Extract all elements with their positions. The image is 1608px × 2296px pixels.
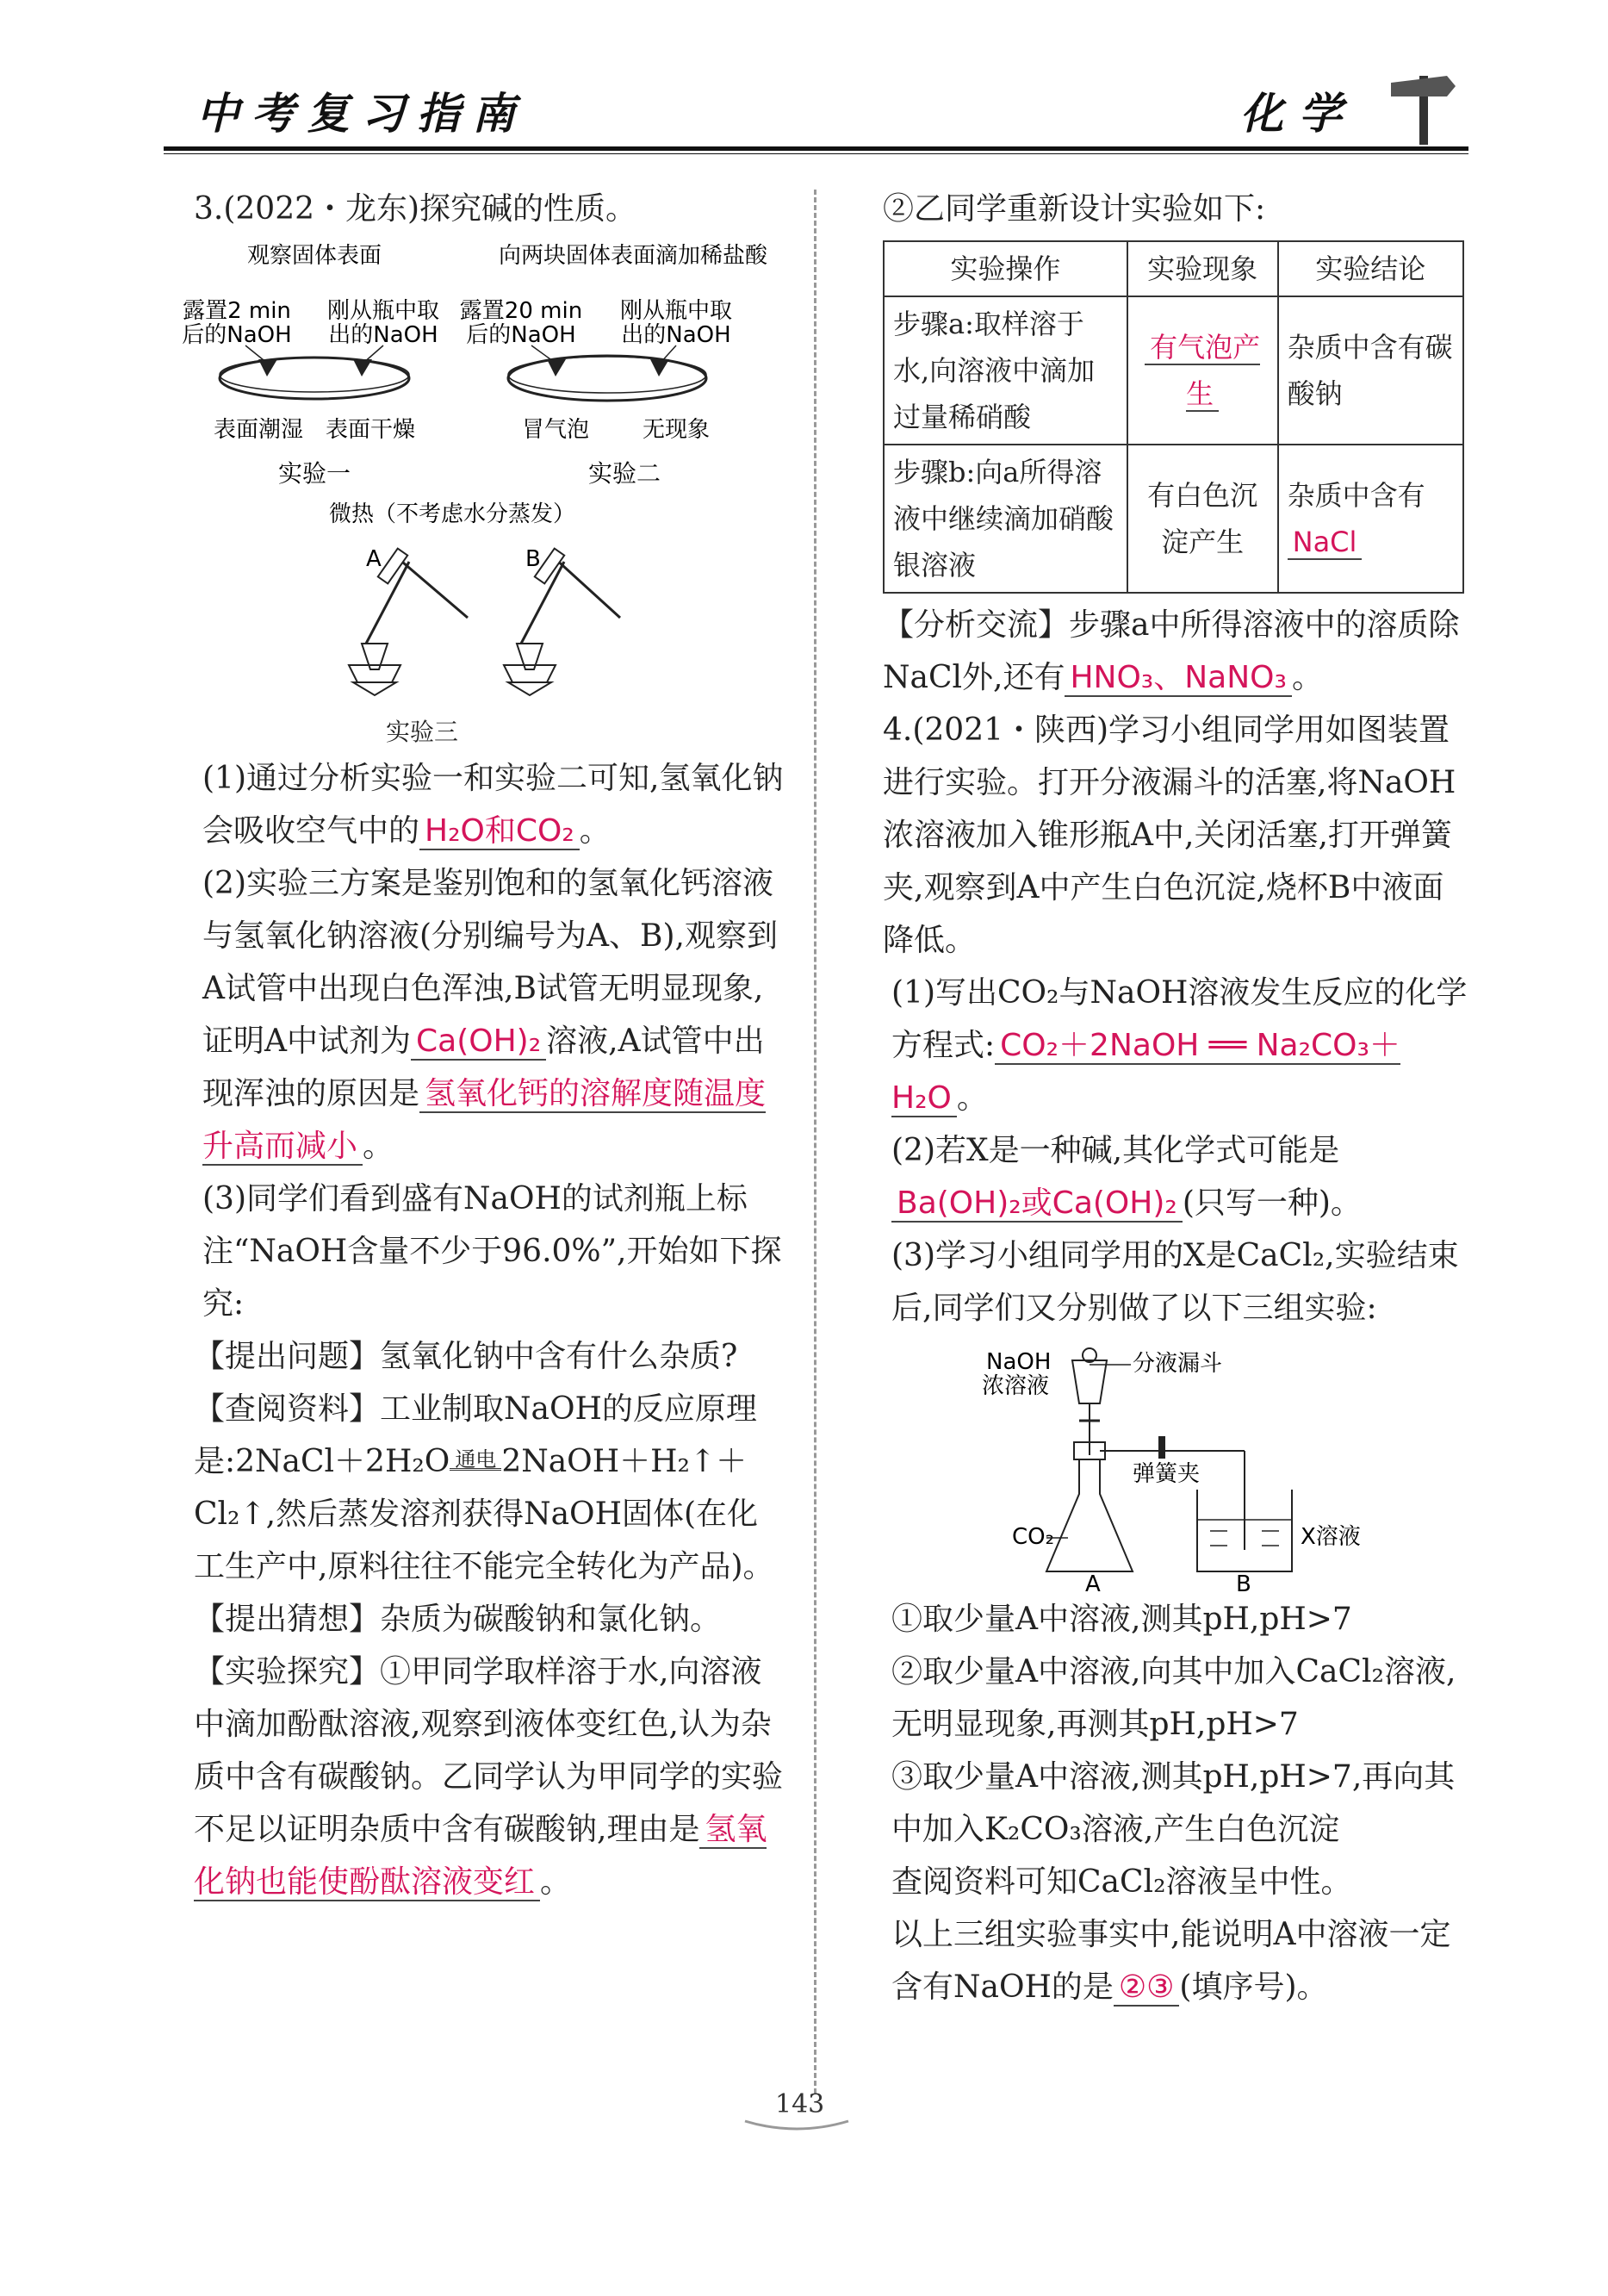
exp1-result-left: 表面潮湿	[213, 417, 304, 443]
table-row	[884, 445, 1463, 593]
q3-explore	[194, 1646, 788, 1908]
q4-title: 4.(2021・陕西)学习小组同学用如图装置进行实验。打开分液漏斗的活塞,将NaOH浓溶液加入锥形瓶A中,关闭活塞,打开弹簧夹,观察到A中产生白色沉淀,烧杯B中液面降低。	[883, 712, 1456, 958]
exp1-result-right: 表面干燥	[325, 417, 416, 443]
q3-ref	[194, 1383, 788, 1593]
table-answer: 有气泡产生	[1145, 331, 1260, 412]
exp2-left-label-2: 后的NaOH	[466, 322, 576, 348]
q3-analysis	[883, 599, 1468, 704]
exp1-right-label-1: 刚从瓶中取	[326, 298, 440, 324]
q3-p2-end: 。	[363, 1129, 394, 1164]
q3-p2-text-2: 溶液,A试管中出现浑浊的原因是	[202, 1024, 765, 1111]
table-cell: 步骤a:取样溶于水,向溶液中滴加过量稀硝酸	[884, 296, 1127, 445]
exp2-caption: 向两块固体表面滴加稀盐酸	[498, 243, 768, 269]
exp3-name: 实验三	[385, 718, 458, 746]
table-text: 杂质中含有	[1287, 479, 1425, 512]
q3-p1-end: 。	[579, 813, 611, 849]
exp1-name: 实验一	[277, 459, 351, 488]
exp1-left-label-2: 后的NaOH	[182, 322, 292, 348]
q4-part2	[883, 1124, 1468, 1229]
table-cell: 步骤b:向a所得溶液中继续滴加硝酸银溶液	[884, 445, 1127, 593]
exp2-result-right: 无现象	[642, 417, 711, 443]
q3-title: 3.(2022・龙东)探究碱的性质。	[194, 191, 637, 227]
analysis-tag: 【分析交流】	[883, 607, 1070, 643]
clip-label: 弹簧夹	[1133, 1461, 1201, 1487]
tube-b-label: B	[525, 546, 541, 572]
ref-text-a: 工业制取NaOH的反应原理是:2NaCl＋2H₂O	[194, 1391, 757, 1479]
funnel-label: 分液漏斗	[1133, 1351, 1223, 1377]
explore-text: ①甲同学取样溶于水,向溶液中滴加酚酞溶液,观察到液体变红色,认为杂质中含有碳酸钠。乙同学认为甲同学的实验不足以证明杂质中含有碳酸钠,理由是	[194, 1654, 784, 1847]
explore-answer: 氢氧化钠也能使酚酞溶液变红	[194, 1812, 767, 1900]
exp2-name: 实验二	[587, 459, 661, 488]
co2-label: CO₂	[1012, 1524, 1055, 1550]
table-header: 实验现象	[1127, 241, 1278, 296]
table-header: 实验结论	[1278, 241, 1463, 296]
guess-tag: 【提出猜想】	[194, 1602, 381, 1637]
table-cell: 杂质中含有碳酸钠	[1278, 296, 1463, 445]
q4-statement-3: ③取少量A中溶液,测其pH,pH>7,再向其中加入K₂CO₃溶液,产生白色沉淀	[891, 1759, 1456, 1847]
guess-text: 杂质为碳酸钠和氯化钠。	[380, 1602, 722, 1637]
q3-p1-text: (1)通过分析实验一和实验二可知,氢氧化钠会吸收空气中的	[202, 761, 784, 849]
page-swoosh-icon	[741, 2118, 853, 2131]
exp1-right-label-2: 出的NaOH	[328, 322, 438, 348]
page-number: 143	[775, 2089, 825, 2119]
reaction-condition: 通电	[450, 1451, 501, 1471]
q4-p1-text: (1)写出CO₂与NaOH溶液发生反应的化学方程式:	[891, 975, 1468, 1063]
naoh-label-2: 浓溶液	[982, 1373, 1050, 1399]
q3-redesign: ②乙同学重新设计实验如下:	[883, 191, 1266, 227]
q4-p1-answer: CO₂＋2NaOH ══ Na₂CO₃＋H₂O	[891, 1028, 1400, 1116]
q4-statement-1: ①取少量A中溶液,测其pH,pH>7	[891, 1602, 1352, 1637]
table-cell	[1127, 296, 1278, 445]
q4-statement-5	[883, 1908, 1468, 2013]
q4-p2-text: (2)若X是一种碱,其化学式可能是	[891, 1133, 1340, 1168]
book-title: 中考复习指南	[196, 88, 527, 139]
q3-p2-answer-2: 氢氧化钙的溶解度随温度升高而减小	[202, 1076, 767, 1164]
table-header-row	[884, 241, 1463, 296]
q4-p1-end: 。	[956, 1080, 988, 1116]
experiment-table	[883, 240, 1464, 594]
q3-part3: (3)同学们看到盛有NaOH的试剂瓶上标注“NaOH含量不少于96.0%”,开始如下探究:	[202, 1181, 782, 1322]
q3-p1-answer: H₂O和CO₂	[419, 813, 580, 850]
q3-figure-experiments-1-2	[182, 239, 788, 497]
exp2-result-left: 冒气泡	[521, 417, 590, 443]
q3-ask	[194, 1330, 788, 1383]
explore-tag: 【实验探究】	[194, 1654, 381, 1689]
table-answer: NaCl	[1288, 526, 1363, 560]
q3-figure-experiment-3	[194, 497, 788, 712]
ask-tag: 【提出问题】	[194, 1339, 381, 1374]
analysis-text: 步骤a中所得溶液中的溶质除NaCl外,还有	[883, 607, 1460, 695]
q3-guess	[194, 1593, 788, 1646]
ask-text: 氢氧化钠中含有什么杂质?	[380, 1339, 738, 1374]
exp1-left-label-1: 露置2 min	[183, 298, 291, 324]
q4-s5-end: (填序号)。	[1179, 1969, 1328, 2005]
exp3-caption: 微热（不考虑水分蒸发）	[328, 501, 576, 527]
subject-title: 化学	[1240, 88, 1357, 139]
table-cell: 有白色沉淀产生	[1127, 445, 1278, 593]
exp2-left-label-1: 露置20 min	[459, 298, 583, 324]
q4-apparatus-figure	[883, 1335, 1468, 1597]
table-header: 实验操作	[884, 241, 1127, 296]
q4-statement-4: 查阅资料可知CaCl₂溶液呈中性。	[891, 1864, 1352, 1900]
column-divider	[814, 190, 816, 2094]
ref-text-b: 2NaOH＋H₂↑＋Cl₂↑,然后蒸发溶剂获得NaOH固体(在化工生产中,原料往往不能完全转化为产品)。	[194, 1444, 774, 1584]
q4-part3: (3)学习小组同学用的X是CaCl₂,实验结束后,同学们又分别做了以下三组实验:	[891, 1238, 1459, 1326]
q4-p2-answer: Ba(OH)₂或Ca(OH)₂	[891, 1185, 1183, 1223]
exp1-caption: 观察固体表面	[246, 243, 382, 269]
analysis-answer: HNO₃、NaNO₃	[1065, 660, 1291, 697]
analysis-end: 。	[1291, 660, 1323, 695]
header-rule-thin	[164, 153, 1468, 154]
tube-a-label: A	[366, 546, 382, 572]
right-column	[883, 183, 1468, 2013]
x-solution-label: X溶液	[1301, 1524, 1361, 1550]
explore-end: 。	[540, 1864, 572, 1900]
exp2-right-label-1: 刚从瓶中取	[619, 298, 733, 324]
table-cell	[1278, 445, 1463, 593]
q3-part1	[194, 752, 788, 857]
q3-p2-text: (2)实验三方案是鉴别饱和的氢氧化钙溶液与氢氧化钠溶液(分别编号为A、B),观察到A试管中出现白色浑浊,B试管无明显现象,证明A中试剂为	[202, 866, 778, 1059]
beaker-b-label: B	[1236, 1571, 1251, 1597]
q4-s5-answer: ②③	[1114, 1969, 1180, 2007]
q4-statement-2: ②取少量A中溶液,向其中加入CaCl₂溶液,无明显现象,再测其pH,pH>7	[891, 1654, 1456, 1742]
naoh-label-1: NaOH	[986, 1349, 1052, 1375]
q4-s5-text: 以上三组实验事实中,能说明A中溶液一定含有NaOH的是	[891, 1917, 1451, 2005]
exp2-right-label-2: 出的NaOH	[621, 322, 731, 348]
q3-p2-answer-1: Ca(OH)₂	[411, 1024, 546, 1061]
left-column	[182, 183, 788, 1908]
q4-part1	[883, 967, 1468, 1124]
header-rule	[164, 146, 1468, 151]
signpost-icon	[1387, 67, 1460, 145]
ref-tag: 【查阅资料】	[194, 1391, 381, 1427]
table-row	[884, 296, 1463, 445]
q4-p2-end: (只写一种)。	[1182, 1185, 1362, 1221]
q3-part2	[194, 857, 788, 1173]
flask-a-label: A	[1085, 1571, 1101, 1597]
